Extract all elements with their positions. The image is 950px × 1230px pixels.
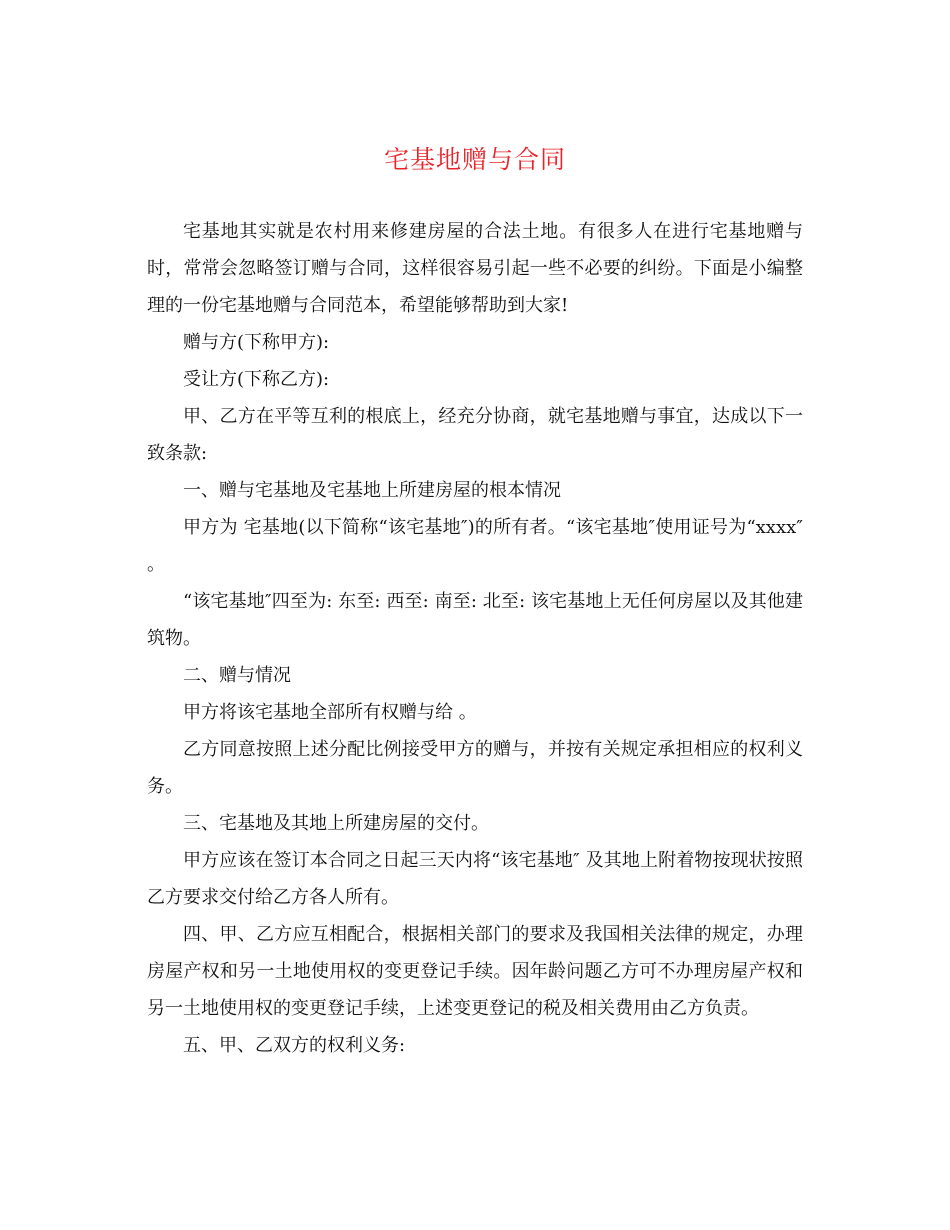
- paragraph-donor: 赠与方(下称甲方):: [183, 332, 330, 353]
- section-heading-1: 一、赠与宅基地及宅基地上所建房屋的根本情况: [183, 480, 561, 501]
- document-body: [147, 213, 803, 1064]
- paragraph-boundaries: “该宅基地″四至为: 东至: 西至: 南至: 北至: 该宅基地上无任何房屋以及其他建筑物。: [147, 591, 803, 649]
- section-heading-2: 二、赠与情况: [183, 665, 291, 686]
- paragraph-gift: 甲方将该宅基地全部所有权赠与给 。: [183, 702, 477, 723]
- paragraph-recipient: 受让方(下称乙方):: [183, 369, 330, 390]
- section-heading-3: 三、宅基地及其地上所建房屋的交付。: [183, 813, 489, 834]
- document-title: 宅基地赠与合同: [383, 145, 566, 174]
- paragraph-acceptance: 乙方同意按照上述分配比例接受甲方的赠与，并按有关规定承担相应的权利义务。: [147, 739, 803, 797]
- paragraph-registration: 四、甲、乙方应互相配合，根据相关部门的要求及我国相关法律的规定，办理房屋产权和另一土地使用权的变更登记手续。因年龄问题乙方可不办理房屋产权和另一土地使用权的变更登记手续，上述变更登记的税及相关费用由乙方负责。: [147, 924, 803, 1019]
- paragraph-ownership: 甲方为 宅基地(以下简称“该宅基地″)的所有者。“该宅基地″使用证号为“xxxx″ 。: [147, 517, 803, 575]
- paragraph-agreement: 甲、乙方在平等互利的根底上，经充分协商，就宅基地赠与事宜，达成以下一致条款:: [147, 406, 803, 464]
- paragraph-intro: 宅基地其实就是农村用来修建房屋的合法土地。有很多人在进行宅基地赠与时，常常会忽略签订赠与合同，这样很容易引起一些不必要的纠纷。下面是小编整理的一份宅基地赠与合同范本，希望能够帮助到大家!: [147, 221, 803, 316]
- paragraph-delivery: 甲方应该在签订本合同之日起三天内将“该宅基地″ 及其地上附着物按现状按照乙方要求交付给乙方各人所有。: [147, 850, 803, 908]
- section-heading-5: 五、甲、乙双方的权利义务:: [183, 1035, 406, 1056]
